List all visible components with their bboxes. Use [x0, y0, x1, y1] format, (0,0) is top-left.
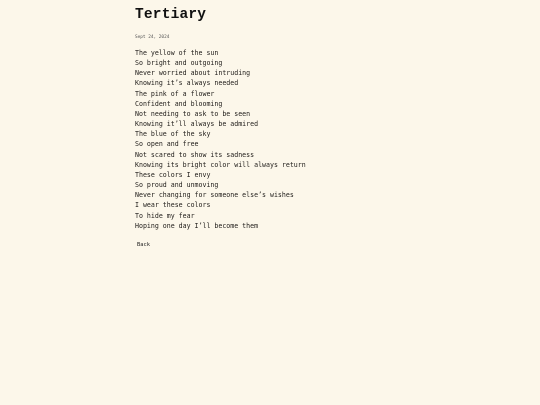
poem-line: The pink of a flower [135, 89, 215, 98]
poem-line: Hoping one day I’ll become them [135, 221, 259, 230]
poem-line: So open and free [135, 140, 199, 149]
poem-line: So proud and unmoving [135, 181, 219, 190]
poem-line: Never changing for someone else’s wishes [135, 191, 294, 200]
poem-line: Confident and blooming [135, 99, 223, 108]
poem-line: I wear these colors [135, 201, 211, 210]
poem-line: So bright and outgoing [135, 59, 223, 68]
poem-line: Knowing it’s always needed [135, 79, 239, 88]
poem-line: Not scared to show its sadness [135, 150, 255, 159]
post-date: Sept 24, 2024 [135, 35, 170, 40]
poem-line: These colors I envy [135, 170, 211, 179]
poem-line: The blue of the sky [135, 130, 211, 139]
poem-line: Knowing it’ll always be admired [135, 120, 259, 129]
poem-line: Knowing its bright color will always return [135, 160, 306, 169]
poem-body [135, 48, 465, 231]
post-container [135, 6, 465, 250]
poem-line: The yellow of the sun [135, 49, 219, 57]
poem-line: Never worried about intruding [135, 69, 251, 78]
page-title: Tertiary [135, 7, 207, 23]
poem-line: To hide my fear [135, 211, 195, 220]
poem-line: Not needing to ask to be seen [135, 109, 251, 118]
back-link[interactable]: Back [137, 241, 150, 248]
